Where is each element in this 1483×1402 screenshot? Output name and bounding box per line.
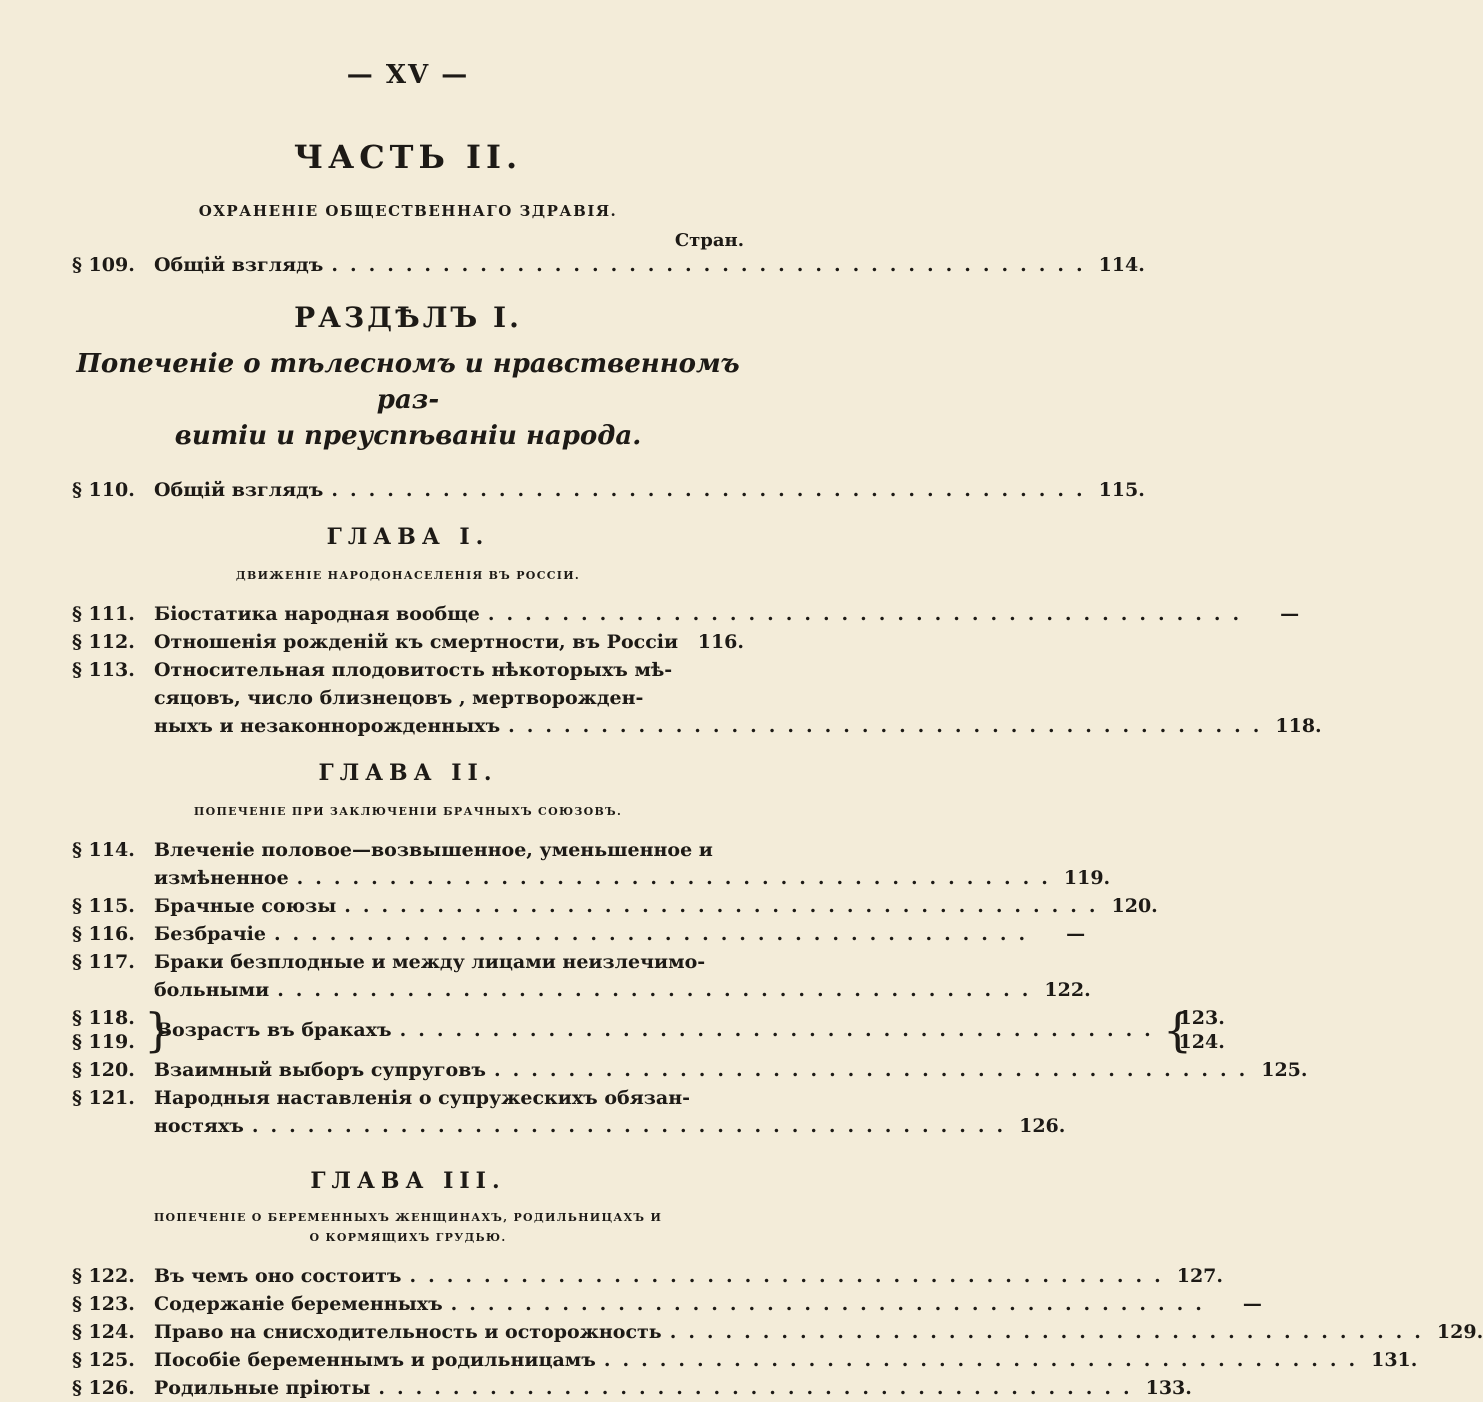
chapter-1-title: ГЛАВА I.: [326, 524, 490, 550]
leader-dots: .........................................: [344, 895, 1108, 917]
leader-dots: .........................................: [378, 1377, 1142, 1399]
section-number: § 119.: [72, 1031, 135, 1053]
toc-entry-109: [72, 251, 1145, 279]
page-number: 123.: [1178, 1007, 1225, 1029]
page-number: 120.: [1111, 895, 1158, 917]
leader-dots: .........................................: [399, 1019, 1163, 1041]
toc-entry-111: [72, 600, 1300, 628]
leader-dots: .........................................: [508, 715, 1272, 737]
entry-title-line: ныхъ и незаконнорожденныхъ: [154, 715, 501, 737]
razdel-title: РАЗДѢЛЪ I.: [294, 301, 522, 334]
section-number: § 120.: [72, 1059, 135, 1081]
section-number: § 115.: [72, 895, 135, 917]
page-number: 118.: [1275, 715, 1322, 737]
leader-dots: .........................................: [450, 1293, 1214, 1315]
section-number: § 114.: [72, 839, 135, 861]
section-number: § 116.: [72, 923, 135, 945]
toc-entry-113: [72, 656, 1322, 740]
section-number: § 121.: [72, 1087, 135, 1109]
entry-title: Родильные пріюты: [154, 1377, 371, 1399]
left-brace: {: [1162, 1003, 1193, 1057]
leader-dots: .........................................: [669, 1321, 1433, 1343]
section-number: § 109.: [72, 254, 135, 276]
page-number: —: [1066, 923, 1086, 945]
page-number: 116.: [697, 631, 744, 653]
entry-title: Взаимный выборъ супруговъ: [154, 1059, 486, 1081]
page-number: —: [1242, 1293, 1262, 1315]
page-number: 125.: [1261, 1059, 1308, 1081]
right-brace: }: [144, 1003, 174, 1057]
page-number: 119.: [1063, 867, 1111, 889]
chapter-2-subtitle: ПОПЕЧЕНІЕ ПРИ ЗАКЛЮЧЕНІИ БРАЧНЫХЪ СОЮЗОВЪ.: [193, 805, 623, 818]
page-number: —: [1280, 603, 1300, 625]
toc-entry-125: [72, 1346, 1418, 1374]
leader-dots: .........................................: [603, 1349, 1368, 1371]
toc-entry-122: [72, 1262, 1224, 1290]
razdel-subtitle: [72, 346, 744, 454]
toc-entry-123: [72, 1290, 1262, 1318]
leader-dots: [678, 628, 694, 656]
section-number: § 113.: [72, 659, 135, 681]
chapter-3-subtitle: [72, 1208, 744, 1248]
toc-entry-116: [72, 920, 1086, 948]
leader-dots: .........................................: [251, 1115, 1016, 1137]
leader-dots: .........................................: [331, 479, 1095, 501]
section-number: § 111.: [72, 603, 135, 625]
section-number: § 126.: [72, 1377, 135, 1399]
page-number: 114.: [1098, 254, 1145, 276]
entry-title: Въ чемъ оно состоитъ: [154, 1265, 402, 1287]
toc-entry-120: [72, 1056, 1308, 1084]
toc-entry-124: [72, 1318, 1483, 1346]
section-number: § 125.: [72, 1349, 135, 1371]
page-number: 133.: [1145, 1377, 1192, 1399]
toc-page: [72, 56, 1483, 1402]
entry-title: Общій взглядъ: [154, 479, 324, 501]
section-number: § 112.: [72, 631, 135, 653]
leader-dots: .........................................: [277, 979, 1041, 1001]
entry-title: Отношенія рожденій къ смертности, въ Россіи: [154, 631, 679, 653]
entry-title-line: Относительная плодовитость нѣкоторыхъ мѣ-: [154, 659, 673, 681]
entry-title: Пособіе беременнымъ и родильницамъ: [154, 1349, 596, 1371]
section-number: § 118.: [72, 1007, 135, 1029]
page-number: 124.: [1178, 1031, 1225, 1053]
entry-title-line: измѣненное: [154, 867, 289, 889]
entry-title-line: Браки безплодные и между лицами неизлечимо-: [154, 951, 706, 973]
section-number: § 123.: [72, 1293, 135, 1315]
leader-dots: .........................................: [494, 1059, 1258, 1081]
entry-title-line: Народныя наставленія о супружескихъ обязан-: [154, 1087, 690, 1109]
toc-entry-114: [72, 836, 1111, 892]
toc-entry-126: [72, 1374, 1192, 1402]
entry-title: Безбрачіе: [154, 923, 266, 945]
page-number: 131.: [1371, 1349, 1418, 1371]
section-number: § 124.: [72, 1321, 135, 1343]
section-number: § 110.: [72, 479, 135, 501]
chapter-3-subtitle-line: О КОРМЯЩИХЪ ГРУДЬЮ.: [309, 1231, 507, 1244]
page-number: 127.: [1176, 1265, 1224, 1287]
toc-entry-121: [72, 1084, 1066, 1140]
page-column-header: Стран.: [674, 230, 744, 251]
entry-title-line: больными: [154, 979, 270, 1001]
toc-entry-118-119: [72, 1003, 1225, 1057]
page-number: 115.: [1098, 479, 1145, 501]
page-folio: — XV —: [346, 60, 470, 90]
chapter-2-title: ГЛАВА II.: [318, 760, 498, 786]
part-title: ЧАСТЬ II.: [293, 138, 523, 176]
toc-entry-110: [72, 476, 1145, 504]
page-number: 126.: [1019, 1115, 1066, 1137]
razdel-subtitle-line: витіи и преуспѣваніи народа.: [174, 421, 642, 451]
entry-title: Брачные союзы: [154, 895, 337, 917]
chapter-3-title: ГЛАВА III.: [310, 1168, 506, 1194]
entry-title: Біостатика народная вообще: [154, 603, 480, 625]
leader-dots: .........................................: [487, 603, 1252, 625]
chapter-1-subtitle: ДВИЖЕНІЕ НАРОДОНАСЕЛЕНІЯ ВЪ РОССІИ.: [235, 569, 581, 582]
entry-title-line: сяцовъ, число близнецовъ , мертворожден-: [154, 687, 644, 709]
section-number: § 117.: [72, 951, 135, 973]
entry-title-line: ностяхъ: [154, 1115, 244, 1137]
entry-title: Общій взглядъ: [154, 254, 324, 276]
entry-title-line: Влеченіе половое—возвышенное, уменьшенное и: [154, 839, 713, 861]
toc-entry-117: [72, 948, 1091, 1004]
entry-title: Содержаніе беременныхъ: [154, 1293, 443, 1315]
part-subtitle: ОХРАНЕНІЕ ОБЩЕСТВЕННАГО ЗДРАВІЯ.: [198, 202, 618, 220]
toc-entry-115: [72, 892, 1158, 920]
section-number: § 122.: [72, 1265, 135, 1287]
leader-dots: .........................................: [273, 923, 1038, 945]
razdel-subtitle-line: Попеченіе о тѣлесномъ и нравственномъ раз-: [76, 349, 740, 415]
entry-title: Право на снисходительность и осторожность: [154, 1321, 662, 1343]
toc-entry-112: [72, 628, 744, 656]
page-number: 129.: [1436, 1321, 1483, 1343]
leader-dots: .........................................: [409, 1265, 1173, 1287]
leader-dots: .........................................: [296, 867, 1060, 889]
entry-title: Возрастъ въ бракахъ: [156, 1019, 392, 1041]
chapter-3-subtitle-line: ПОПЕЧЕНІЕ О БЕРЕМЕННЫХЪ ЖЕНЩИНАХЪ, РОДИЛЬНИЦАХЪ И: [153, 1211, 663, 1224]
leader-dots: .........................................: [331, 254, 1095, 276]
page-number: 122.: [1044, 979, 1091, 1001]
